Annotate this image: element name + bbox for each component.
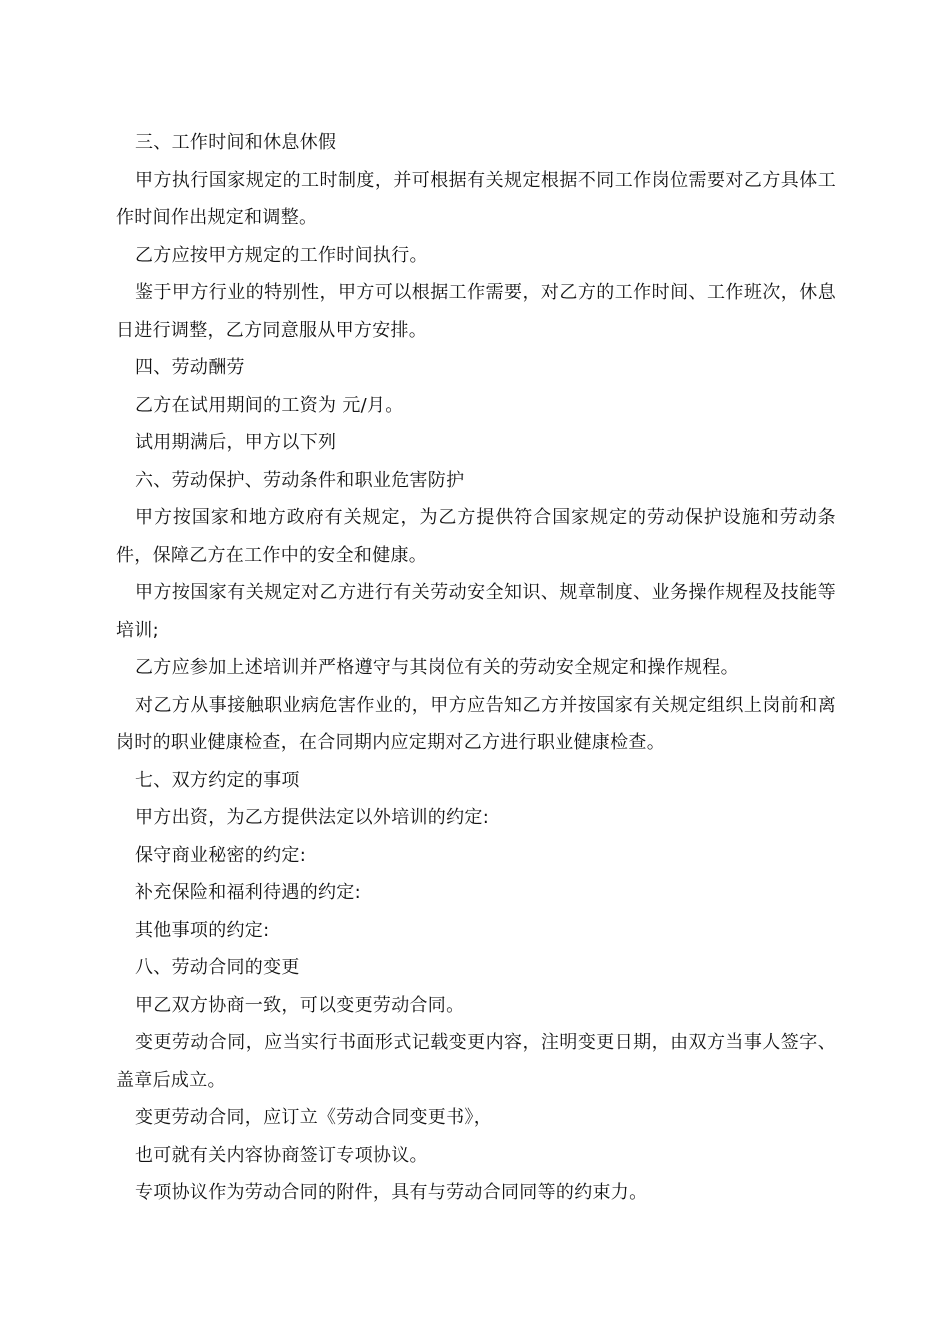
section-heading-contract-change: 八、劳动合同的变更 — [135, 957, 300, 978]
paragraph: 乙方在试用期间的工资为 元/月。 — [135, 394, 404, 416]
paragraph: 保守商业秘密的约定: — [135, 844, 307, 866]
paragraph: 乙方应按甲方规定的工作时间执行。 — [135, 244, 428, 266]
section-heading-work-hours: 三、工作时间和休息休假 — [135, 132, 337, 153]
paragraph: 专项协议作为劳动合同的附件，具有与劳动合同同等的约束力。 — [135, 1182, 648, 1203]
paragraph: 乙方应参加上述培训并严格遵守与其岗位有关的劳动安全规定和操作规程。 — [135, 657, 739, 678]
paragraph: 甲方出资，为乙方提供法定以外培训的约定: — [135, 807, 490, 828]
section-heading-labor-protection: 六、劳动保护、劳动条件和职业危害防护 — [135, 469, 465, 491]
paragraph: 变更劳动合同，应订立《劳动合同变更书》， — [135, 1107, 492, 1128]
paragraph: 变更劳动合同，应当实行书面形式记载变更内容，注明变更日期，由双方当事人签字、盖章后成立。 — [116, 1032, 836, 1091]
document-body — [116, 124, 836, 1212]
paragraph: 甲乙双方协商一致，可以变更劳动合同。 — [135, 994, 465, 1016]
section-heading-agreed-matters: 七、双方约定的事项 — [135, 769, 300, 791]
paragraph: 补充保险和福利待遇的约定: — [135, 882, 361, 903]
paragraph: 对乙方从事接触职业病危害作业的，甲方应告知乙方并按国家有关规定组织上岗前和离岗时的职业健康检查，在合同期内应定期对乙方进行职业健康检查。 — [116, 694, 836, 753]
paragraph: 甲方按国家有关规定对乙方进行有关劳动安全知识、规章制度、业务操作规程及技能等培训; — [116, 582, 836, 641]
paragraph: 其他事项的约定: — [135, 919, 270, 941]
paragraph: 甲方执行国家规定的工时制度，并可根据有关规定根据不同工作岗位需要对乙方具体工作时间作出规定和调整。 — [116, 169, 836, 228]
paragraph: 鉴于甲方行业的特别性，甲方可以根据工作需要，对乙方的工作时间、工作班次，休息日进行调整，乙方同意服从甲方安排。 — [116, 282, 836, 341]
paragraph: 也可就有关内容协商签订专项协议。 — [135, 1144, 428, 1166]
paragraph: 甲方按国家和地方政府有关规定，为乙方提供符合国家规定的劳动保护设施和劳动条件，保障乙方在工作中的安全和健康。 — [116, 507, 836, 566]
section-heading-remuneration: 四、劳动酬劳 — [135, 357, 245, 378]
paragraph: 试用期满后，甲方以下列 — [135, 432, 337, 453]
